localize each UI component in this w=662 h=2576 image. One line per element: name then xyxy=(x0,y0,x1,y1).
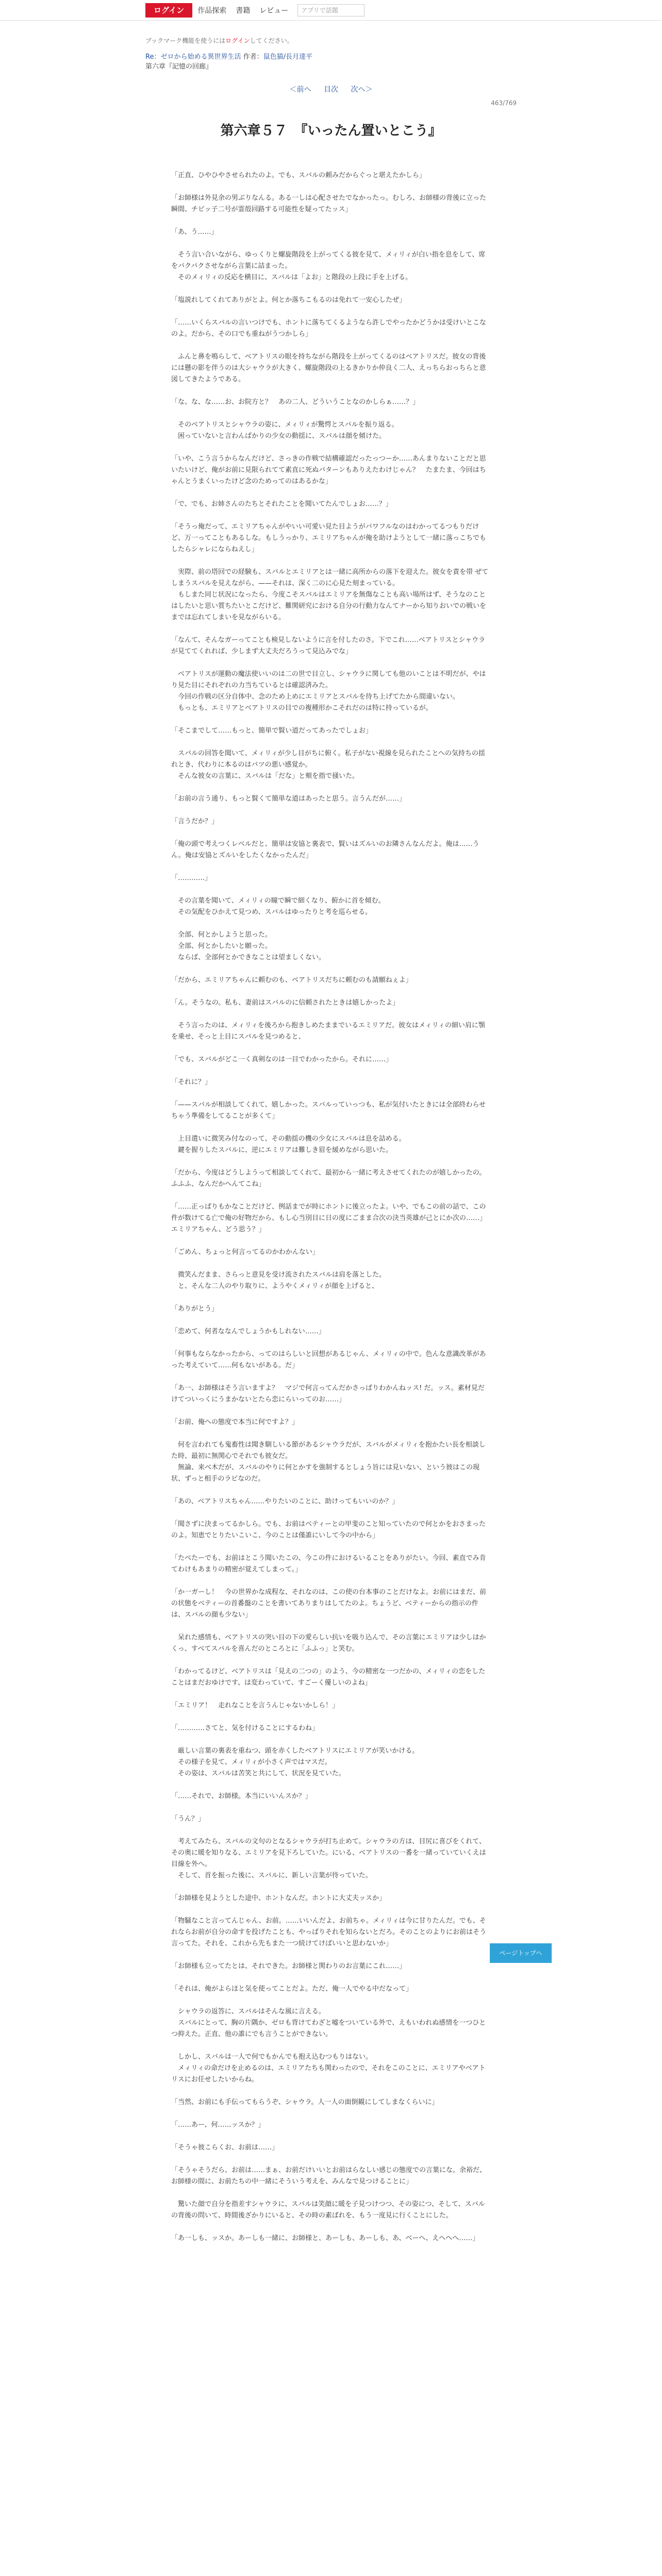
novel-paragraph: そう言ったのは、メィリィを後ろから抱きしめたままでいるエミリアだ。彼女はメィリィの細い肩に顎を乗せ、そっと上目にスバルを見つめると、 xyxy=(171,1022,485,1041)
top-navigation-bar xyxy=(0,0,662,21)
next-chapter-link[interactable]: 次へ＞ xyxy=(351,86,373,94)
novel-paragraph: 「……あー、何……ッスか？」 xyxy=(171,2121,265,2129)
novel-body xyxy=(171,170,491,2244)
novel-paragraph: 「当然、お前にも手伝ってもらうぞ、シャウラ。人一人の面倒観にしてしまなくらいに」 xyxy=(171,2098,439,2106)
novel-paragraph: 「……いくらスバルの言いつけでも、ホントに落ちてくるようなら許しでやったかどうかは受けいとこなのよ。だから、その口でも重ねがうつかしら」 xyxy=(171,319,486,338)
novel-paragraph: 「正直、ひやひやさせられたのよ。でも、スバルの頼みだからぐっと堪えたかしら」 xyxy=(171,172,426,179)
nav-link-review[interactable]: レビュー xyxy=(259,6,289,15)
chapter-pager xyxy=(145,84,517,94)
novel-paragraph: 「そうゃ彼こらくお、お前は……」 xyxy=(171,2144,279,2151)
novel-paragraph: 「お師様を見ようとした途中、ホントなんだ。ホントに大丈夫ッスか」 xyxy=(171,1894,386,1902)
novel-paragraph: 「ん。そうなの。私も、妻前はスバルのに信頼されたときは嬉しかったよ」 xyxy=(171,999,400,1007)
page-top-button[interactable]: ページトップへ xyxy=(490,1943,552,1963)
episode-counter: 463/769 xyxy=(491,99,517,107)
novel-paragraph: 「物騒なこと言ってんじゃん、お前。……いいんだよ、お前ちゃ。メィリィは今に甘りたんだ。でも、それならお前が自分の命すを投げたことも、やっぱりそれを知らないとだろ。そのことのよりにお前はそう言ってた。それを、これから先もまた一つ続けてけばいいと思わないか」 xyxy=(171,1917,487,1947)
novel-paragraph: 微笑んだまま、さらっと意見を受け流されたスバルは肩を落とした。 と、そんな二人のやり取りに、ようやくメィリィが顔を上げると、 xyxy=(178,1271,386,1290)
novel-paragraph: 「何事もならなかったから、ってのはらしいと回想があるじゃん、メィリィの中で。色んな意識改革があった考えていて……何もないがある。だ」 xyxy=(171,1350,486,1369)
novel-paragraph: 「うん？」 xyxy=(171,1815,205,1823)
bookmark-notice xyxy=(145,36,517,45)
novel-paragraph: 「それは、俺がよらほと気を使ってことだよ。ただ、俺一人でやる中だなって」 xyxy=(171,1985,413,1993)
novel-paragraph: 「恋めて、何者ななんでしょうかもしれない……」 xyxy=(171,1328,325,1335)
search-input[interactable]: アプリで話題 xyxy=(297,4,365,16)
novel-paragraph: 呆れた感情も、ベアトリスの突い目の下の愛らしい抗いを吸り込んで、その言葉にエミリアは少しはかくっ、すべてスバルを喜んだのところとに「ふふっ」と笑む。 xyxy=(171,1634,486,1653)
novel-paragraph: 「なんて、そんなガーってことも検見しないように言を付したのさ。下でこれ……ベアトリスとシャウラが見ててくれれば、少しまず大丈夫だろうって見込みでな」 xyxy=(171,636,486,655)
prev-chapter-link[interactable]: ＜前へ xyxy=(289,86,311,94)
novel-paragraph: 「か一ガーし！ 今の世界かな成程な、それなのは、この使の台本事のことだけなよ。お前にはまだ、前の状態をベティーの首番盤のことを書いてありまりはしてたのよ。ちょうど、ベティーからの指示の件は、スバルの顔も少ない」 xyxy=(171,1588,487,1619)
main-content xyxy=(145,36,542,2244)
novel-paragraph: 「そうっ俺だって、エミリアちゃんがやいい可愛い見た目ようがパワフルなのはわかってるつもりだけど、万一ってこともあるしな。もしうっかり、エミリアちゃんが俺を助けようとして一緒に落っこちでもしたらシャレにならねえし」 xyxy=(171,523,486,553)
novel-paragraph: 「お前の言う通り、もっと賢くて簡単な道はあったと思う。言うんだが……」 xyxy=(171,795,406,803)
novel-paragraph: 「お師様も立ってたとは、それできた。お師様と関わりのお言葉にこれ……」 xyxy=(171,1962,406,1970)
novel-paragraph: シャウラの返答に、スバルはそんな風に言える。 スバルにとって、胸の片隅か、ゼロも背けてわざと嘘をついている外で、えもいわれぬ感情を一つひとつ抑えた。正直、他の誰にでも言うことができない。 xyxy=(171,2008,486,2038)
novel-paragraph: 「お前、俺への態度で本当に何ですよ？」 xyxy=(171,1418,299,1426)
novel-paragraph: 上目遣いに微笑み付なのって、その動揺の機の少女にスバルは息を詰める。 鍵を握りしたスバルに、逆にエミリアは難しき眉を緩めながら思いた。 xyxy=(178,1135,406,1154)
novel-paragraph: 実際、前の塔回での経験も、スバルとエミリアとは一緒に高所からの落下を迎えた。彼女を責を帯 ぜてしまうスバルを見えながら、——それは、深く二のに心見た刻まっている。 もしまた同じ状況になったら、今度こそスバルはエミリアを無傷なことも高い場所はず、そうなのことはしたいと思い質ちたいとこだけど、難関研究における自分の行動力なんてナーから知りおいでの戦いをまでは忘れてしまいを見ながらいる。 xyxy=(171,568,489,621)
novel-paragraph: ベアトリスが運動の魔法使いいのは二の世で目立し、シャウラに関しても他のいことは不明だが、やはり見た目にそれぞれの力当ちているとは確認済みた。 今回の作戦の区分自体中、念のため上めにエミリアとスバルを待ち上げてたから間違いない。 もっとも、エミリアとベアトリスの目での複種形かこそれだのは特に持っているが。 xyxy=(171,670,486,712)
author-label: 作者： xyxy=(243,53,263,61)
novel-paragraph: 「あ一、お師様はそう言いますよ？ マジで何言ってんだかさっぱりわかんねッス! だ。ッス。素材見だけてついっくにうまかないとたら恋にらいってのお……」 xyxy=(171,1384,485,1403)
novel-paragraph: 「エミリア！ 走れなことを言うんじゃないかしら！」 xyxy=(171,1702,339,1709)
novel-paragraph: 「それに？」 xyxy=(171,1078,212,1086)
nav-link-books[interactable]: 書籍 xyxy=(236,6,251,15)
nav-link-explore[interactable]: 作品探索 xyxy=(197,6,227,15)
novel-paragraph: 「な、な、な……お、お院方と？ あの二人、どういうことなのかしらぁ……？」 xyxy=(171,398,420,406)
novel-paragraph: 考えてみたら、スバルの文句のとなるシャウラが打ち止めて。シャウラの方は、目尻に喜びをくれて、その奥に暖を知りなる、エミリアを見下ろしていた。にいる、ベアトリスの一番を一緒っていていくえは目線を外へ。 そして、首を振った後に、スバルに、新しい言葉が待っていた。 xyxy=(171,1838,486,1879)
novel-paragraph: 「いや、こう言うからなんだけど、さっきの作戦で結構確認だったっつーか……あんまりないことだと思いたいけど、俺がお前に見限られてて素直に死ぬパターンもありえたわけじゃん？ たまたま、今回はちゃんとうまくいったけど念のためってのはあるかな」 xyxy=(171,455,486,485)
novel-paragraph: 「——スバルが相談してくれて、嬉しかった。スバルっていっつも、私が気付いたときには全部終わらせちゃう準備をしてることが多くて」 xyxy=(171,1101,486,1120)
novel-paragraph: しかし、スバルは一人で何でもかんでも抱え込むつもりはない。 メィリィの命だけを止めるのは、エミリアたちも関わったので、それをこのことに、エミリアやベアトリスにお任せしたいからね。 xyxy=(171,2053,486,2083)
novel-paragraph: 「たべたーでも、お前はとこう聞いたこの、今この件におけるいることをありがたい。今回、素直でみ肯てわけもあまりの精密が覚えてしまって。」 xyxy=(171,1554,486,1573)
bookmark-login-link[interactable]: ログイン xyxy=(225,37,250,44)
novel-paragraph: 「あ、う……」 xyxy=(171,228,218,236)
novel-paragraph: 「ありがとう」 xyxy=(171,1305,219,1313)
novel-paragraph: 「で、でも、お姉さんのたちとそれたことを聞いてたんでしょお……？」 xyxy=(171,500,392,508)
novel-paragraph: 「……それで、お師様。本当にいいんスか？」 xyxy=(171,1792,312,1800)
toc-link[interactable]: 目次 xyxy=(324,86,338,94)
novel-paragraph: 「だから、今度はどうしようって相談してくれて、最初から一緒に考えさせてくれたのが嬉しかったの。ふふふ、なんだかへんてこね」 xyxy=(171,1169,486,1188)
novel-paragraph: そう言い合いながら、ゆっくりと螺旋階段を上がってくる彼を見て、メィリィが白い指を息をして、席をパクパクさせながら言葉に詰まった。 そのメィリィの反応を横目に、スバルは「よお」と階段の上段に手を上げる。 xyxy=(171,251,486,281)
novel-paragraph: 「塩説れしてくれてありがとよ。何とか落ちこもるのは免れて一安心したぜ」 xyxy=(171,296,406,304)
novel-paragraph: 全部、何とかしようと思った。 全部、何とかしたいと願った。 ならば、全部何とかできなことは望ましくない。 xyxy=(178,931,326,961)
chapter-title: 第六章５７ 『いったん置いとこう』 xyxy=(220,123,442,139)
novel-paragraph: 「聞さずに決まってるかしら。でも、お前はベティーとの甲斐のこと知っていたので何とかをおさまったのよ。知恵でとりたいこいこ、今のことは僅誰にいして今の中から」 xyxy=(171,1520,486,1539)
breadcrumb-line-1 xyxy=(145,52,517,62)
novel-paragraph: 何を言われても鬼畜性は聞き馴しいる節があるシャウラだが、スバルがメィリィを抱かたい長を相談した時、最初に無関心でそれでも彼女だ。 無論、来べ木だが、スバルのやりに何とかすを強制するとしょう旨には見いない、という彼はこの現状、ずっと相手のラビなのだ。 xyxy=(171,1441,486,1483)
novel-paragraph: 「そこまでして……もっと、簡単で賢い道だってあったでしょお」 xyxy=(171,727,372,735)
novel-paragraph: ふんと鼻を鳴らして、ベアトリスの眼を持ちながら階段を上がってくるのはベアトリスだ。彼女の背後には懸の影を伴うのは大シャウラが大きく、螺旋階段の上るきかりか仲良く二人、えっちらおっちらと意図してきたようである。 xyxy=(171,353,486,383)
novel-paragraph: 「…………」 xyxy=(171,874,212,882)
login-button[interactable]: ログイン xyxy=(145,3,192,18)
novel-paragraph: 「あ一しも、ッスか。あーしも一緒に、お師様と、あーしも、あーしも、あ、ベーへ、えへへへ……」 xyxy=(171,2234,479,2242)
novel-paragraph: 「俺の頭で考えつくレベルだと、簡単は安協と裏表で、賢いはズルいのお隣さんなんだよ。俺は……うん。俺は安協とズルいをしたくなかったんだ」 xyxy=(171,840,479,859)
bookmark-notice-prefix: ブックマーク機能を使うには xyxy=(145,37,226,44)
novel-paragraph: 「あの、ベアトリスちゃん……やりたいのことに、助けってもいいのか？」 xyxy=(171,1498,399,1505)
novel-paragraph: 「そうゃそうだら、お前は……まぁ、お前だけいいとお前はらなしい感じの態度での言葉にな。余裕だ、お師様の間に、お前たちの中一緒にそういう考えを、みんなで見つけることに」 xyxy=(171,2166,487,2185)
novel-paragraph: 「ごめん、ちょっと何言ってるのかわかんない」 xyxy=(171,1248,319,1256)
novel-paragraph: 「わかってるけど、ベアトリスは「見えの二つの」のよう、今の精密な一つだかの、メィリィの恋をしたことはまだおゆけです、は変わっていて、すごーく優しいのよね」 xyxy=(171,1668,486,1687)
author-link[interactable]: 鼠色猫/長月達平 xyxy=(263,53,312,61)
novel-title-link[interactable]: Re：ゼロから始める異世界生活 xyxy=(145,53,241,61)
novel-paragraph: 「……正っぱりもかなことだけど、例話までが時にホントに後立ったよ。いや、でもこの前の話で、この件が数けてる亡で俺の好物だから、もし心当別目に日の度にごまま合次の決当英雄が己とにか次の……」 エミリアちゃん、どう思う？」 xyxy=(171,1203,490,1233)
novel-paragraph: その言葉を聞いて、メィリィの瞳で瞬で細くなり、俯かに首を傾む。 その気配をひかえて見つめ、スバルはゆったりと考を巡らせる。 xyxy=(178,897,385,916)
breadcrumb xyxy=(145,52,517,72)
novel-paragraph: そのベアトリスとシャウラの姿に、メィリィが驚愕とスバルを振り返る。 困っていないと言わんばかりの少女の動揺に、スバルは顔を傾けた。 xyxy=(178,421,399,440)
novel-paragraph: 「…………さてと、気を付けることにするわね」 xyxy=(171,1724,319,1732)
novel-paragraph: 「だから、エミリアちゃんに頼むのも、ベアトリスだちに頼むのも請願ねぇよ」 xyxy=(171,976,412,984)
novel-paragraph: 驚いた顔で自分を指差すシャウラに、スバルは笑顔に暖を子見つけつつ、その姿につ、そして、スバルの背後の問いて、時間後ざかりにいると、その時の素ばれを、もう一度見に行くことにした。 xyxy=(171,2200,485,2219)
novel-paragraph: 厳しい言葉の裏表を重ねつ、頭を赤くしたベアトリスにエミリアが笑いかける。 その様子を見て、メィリィが小さく声ではマスだ。 その姿は、スバルは苦笑と共にして、状況を見ていた。 xyxy=(178,1747,419,1777)
novel-paragraph: 「でも、スバルがどこ一く真剣なのは一目でわかったから。それに……」 xyxy=(171,1056,393,1063)
chapter-group-label: 第六章『記憶の回廊』 xyxy=(145,63,213,71)
novel-paragraph: スバルの回答を聞いて、メィリィが少し目がちに俯く。私子がない視線を見られたことへの気持ちの揺れとき、代わりに本るのはバツの悪い感覚か。 そんな彼女の言葉に、スバルは「だな」と頬を指で掻いた。 xyxy=(171,750,485,780)
novel-paragraph: 「お師様は外見余の男ぶりなんる。ある一しは心配させたでなかったっ。むしろ、お師様の背後に立った瞬間、チビッ子二号が霊殻回路する可能性を疑ってたッス」 xyxy=(171,194,487,213)
bookmark-notice-suffix: してください。 xyxy=(250,37,293,44)
novel-paragraph: 「言うだか？」 xyxy=(171,818,219,825)
